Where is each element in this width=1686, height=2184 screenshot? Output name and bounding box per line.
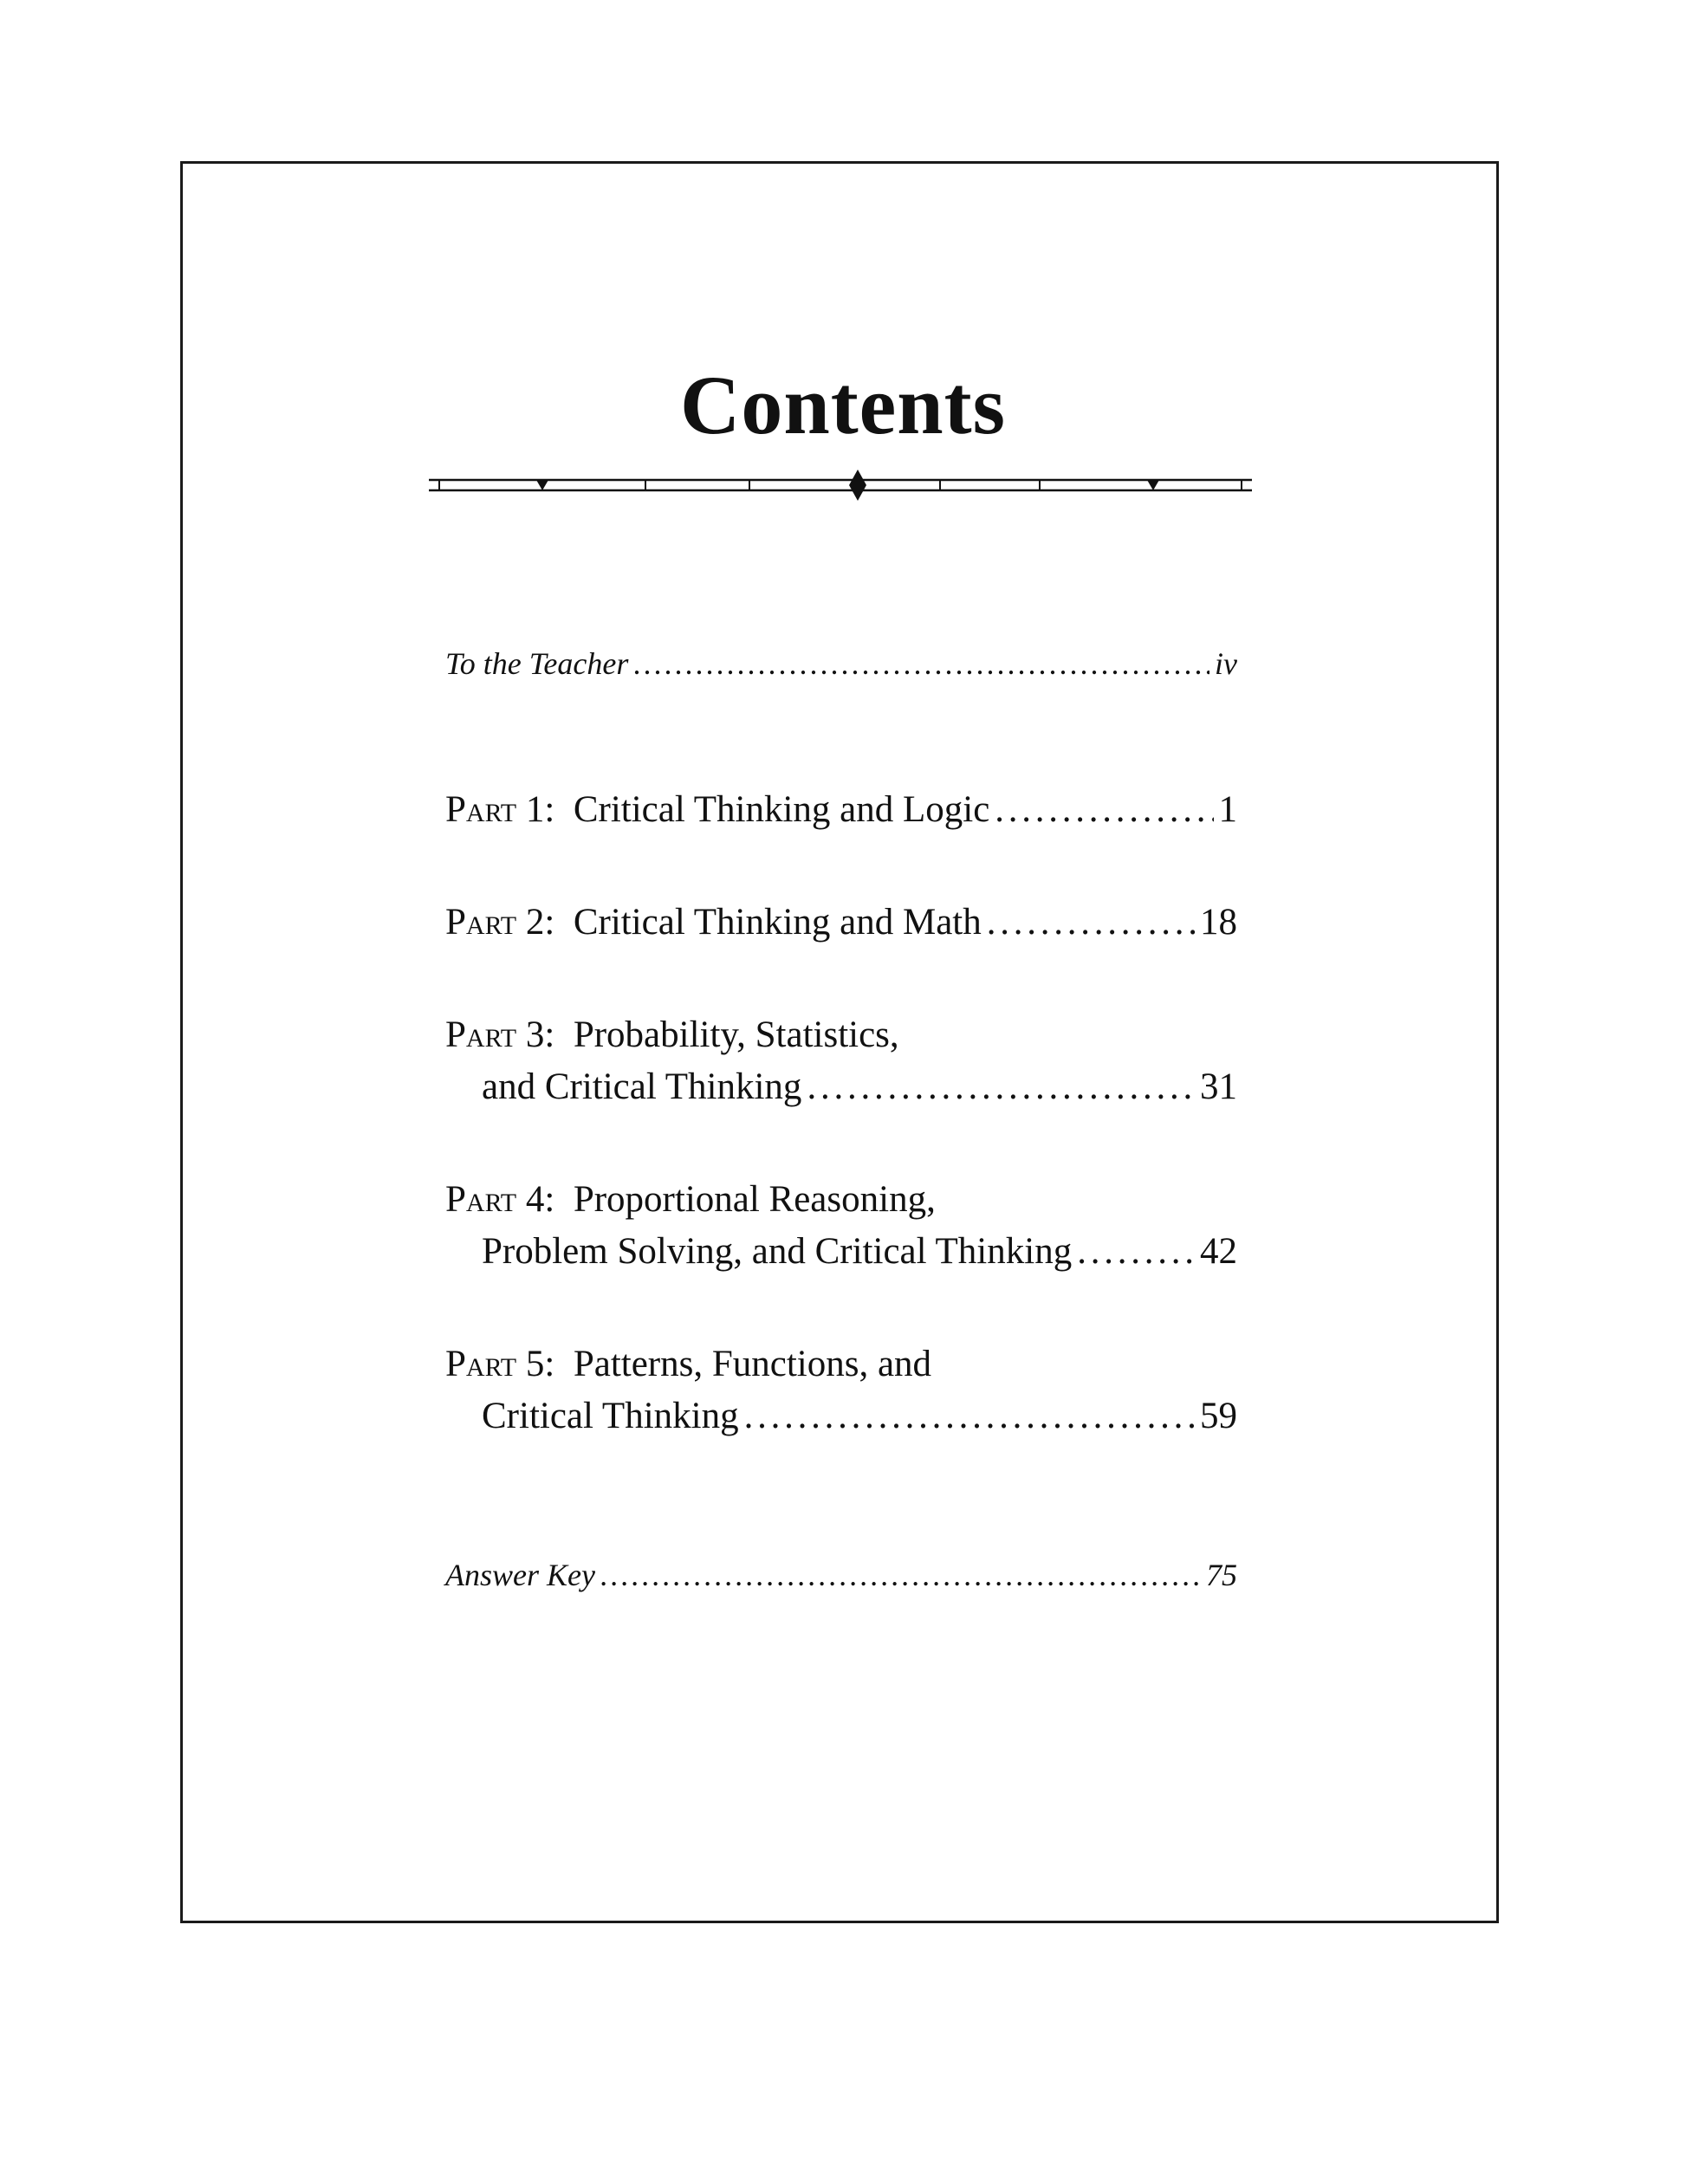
dot-leader xyxy=(807,1066,1195,1108)
toc-entry-title-line-1: Patterns, Functions, and xyxy=(573,1344,932,1384)
title-ornament-rule xyxy=(429,468,1252,502)
toc-entry-title: To the Teacher xyxy=(445,646,629,681)
toc-entry-page: 42 xyxy=(1200,1231,1237,1272)
dot-leader xyxy=(600,1557,1201,1593)
toc-entry-page: 59 xyxy=(1200,1396,1237,1436)
toc-entry-page: 1 xyxy=(1218,789,1237,830)
toc-entry-part-4-heading[interactable] xyxy=(445,1178,936,1221)
toc-entry-teacher[interactable] xyxy=(445,645,1237,682)
part-label: Part 3: xyxy=(445,1014,555,1055)
toc-entry-answer-key[interactable] xyxy=(445,1557,1237,1593)
toc-entry-title-line-1: Probability, Statistics, xyxy=(573,1014,899,1055)
toc-entry-part-5-heading[interactable] xyxy=(445,1343,931,1385)
part-label: Part 4: xyxy=(445,1179,555,1220)
toc-entry-title: Critical Thinking and Logic xyxy=(573,789,990,830)
toc-entry-title: Answer Key xyxy=(445,1558,595,1592)
toc-entry-title-line-2: Critical Thinking xyxy=(482,1396,739,1436)
toc-entry-part-5[interactable] xyxy=(482,1395,1237,1437)
part-label: Part 1: xyxy=(445,789,555,830)
toc-entry-part-1[interactable] xyxy=(445,788,1237,831)
toc-entry-page: 18 xyxy=(1200,902,1237,943)
toc-entry-page: 75 xyxy=(1206,1558,1237,1592)
toc-entry-title-line-2: and Critical Thinking xyxy=(482,1066,802,1107)
toc-entry-part-3-heading[interactable] xyxy=(445,1014,899,1056)
page-title: Contents xyxy=(679,359,1006,451)
dot-leader xyxy=(1077,1230,1195,1273)
toc-entry-page: iv xyxy=(1215,646,1237,681)
toc-entry-title-line-1: Proportional Reasoning, xyxy=(573,1179,936,1220)
toc-entry-part-3[interactable] xyxy=(482,1066,1237,1108)
dot-leader xyxy=(987,901,1195,943)
toc-entry-title: Critical Thinking and Math xyxy=(573,902,982,943)
toc-entry-page: 31 xyxy=(1200,1066,1237,1107)
dot-leader xyxy=(633,645,1209,682)
part-label: Part 5: xyxy=(445,1344,555,1384)
toc-entry-title-line-2: Problem Solving, and Critical Thinking xyxy=(482,1231,1073,1272)
toc-entry-part-2[interactable] xyxy=(445,901,1237,943)
dot-leader xyxy=(995,788,1213,831)
part-label: Part 2: xyxy=(445,902,555,943)
dot-leader xyxy=(744,1395,1195,1437)
toc-entry-part-4[interactable] xyxy=(482,1230,1237,1273)
